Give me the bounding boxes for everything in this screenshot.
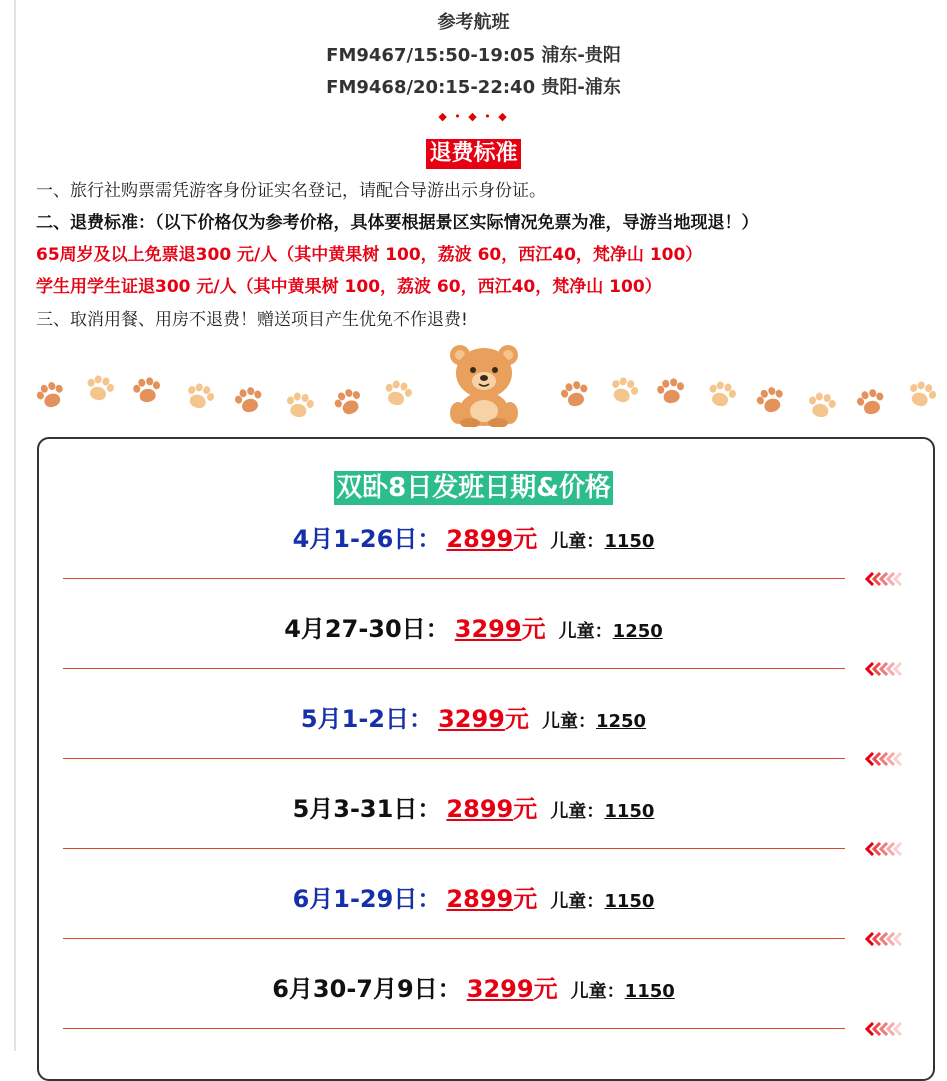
row-separator <box>63 1028 845 1029</box>
row-separator <box>63 848 845 849</box>
chevrons-icon <box>865 662 905 676</box>
refund-title-wrap <box>0 139 947 169</box>
paw-icon <box>604 373 642 411</box>
price-row <box>0 879 947 914</box>
adult-price: 3299元 <box>466 975 558 1003</box>
paw-icon <box>180 379 218 417</box>
date-range: 4月1-26日： <box>292 525 442 553</box>
paw-icon <box>379 377 416 414</box>
bear-icon <box>445 343 523 427</box>
price-row <box>0 609 947 644</box>
child-price: 1250 <box>612 621 663 642</box>
paw-icon <box>752 383 790 421</box>
price-row <box>0 519 947 554</box>
child-price: 1150 <box>604 801 655 822</box>
adult-price: 3299元 <box>454 615 546 643</box>
child-label: 儿童： <box>558 621 613 642</box>
child-price: 1150 <box>604 891 655 912</box>
paw-icon <box>231 384 268 421</box>
date-range: 6月1-29日： <box>292 885 442 913</box>
flight-outbound: FM9467/15:50-19:05 浦东-贵阳 <box>326 45 621 66</box>
adult-price: 2899元 <box>446 525 538 553</box>
chevrons-icon <box>865 932 905 946</box>
refund-rule-1: 一、旅行社购票需凭游客身份证实名登记，请配合导游出示身份证。 <box>36 181 546 201</box>
chevrons-icon <box>865 1022 905 1036</box>
date-range: 5月3-31日： <box>292 795 442 823</box>
paw-icon <box>654 376 689 411</box>
price-row <box>0 699 947 734</box>
row-separator <box>63 578 845 579</box>
schedule-title-wrap <box>0 471 947 505</box>
price-row <box>0 789 947 824</box>
child-label: 儿童： <box>550 891 605 912</box>
child-price: 1150 <box>604 531 655 552</box>
paw-icon <box>130 375 165 410</box>
price-row <box>0 969 947 1004</box>
refund-title: 退费标准 <box>426 139 520 169</box>
refund-rule-senior: 65周岁及以上免票退300 元/人（其中黄果树 100，荔波 60，西江40，梵净山 100） <box>36 245 703 265</box>
adult-price: 3299元 <box>438 705 529 733</box>
row-separator <box>63 668 845 669</box>
child-price: 1150 <box>624 981 675 1002</box>
paw-icon <box>282 390 317 425</box>
paw-icon <box>804 390 839 425</box>
date-range: 6月30-7月9日： <box>272 975 462 1003</box>
child-price: 1250 <box>595 711 647 732</box>
row-separator <box>63 758 845 759</box>
adult-price: 2899元 <box>446 795 538 823</box>
row-separator <box>63 938 845 939</box>
flight-section-title: 参考航班 <box>437 12 510 33</box>
paw-icon <box>853 386 890 423</box>
paw-icon <box>329 384 369 424</box>
adult-price: 2899元 <box>446 885 538 913</box>
child-label: 儿童： <box>570 981 625 1002</box>
paw-icon <box>81 372 118 409</box>
child-label: 儿童： <box>541 711 596 732</box>
flight-return: FM9468/20:15-22:40 贵阳-浦东 <box>326 77 621 98</box>
chevrons-icon <box>865 842 905 856</box>
paw-icon <box>902 377 940 415</box>
chevrons-icon <box>865 752 905 766</box>
date-range: 4月27-30日： <box>284 615 450 643</box>
refund-rule-2: 二、退费标准：（以下价格仅为参考价格，具体要根据景区实际情况免票为准，导游当地现退！） <box>36 213 759 233</box>
paw-icon <box>703 378 740 415</box>
schedule-title: 双卧8日发班日期&价格 <box>336 473 611 503</box>
chevrons-icon <box>865 572 905 586</box>
diamond-divider: ◆ • ◆ • ◆ <box>438 110 509 123</box>
date-range: 5月1-2日： <box>300 705 433 733</box>
child-label: 儿童： <box>550 531 605 552</box>
paw-icon <box>557 378 594 415</box>
refund-rule-3: 三、取消用餐、用房不退费！赠送项目产生优免不作退费! <box>36 310 468 330</box>
child-label: 儿童： <box>550 801 605 822</box>
paw-icon <box>32 378 70 416</box>
refund-rule-student: 学生用学生证退300 元/人（其中黄果树 100，荔波 60，西江40，梵净山 100） <box>36 277 662 297</box>
